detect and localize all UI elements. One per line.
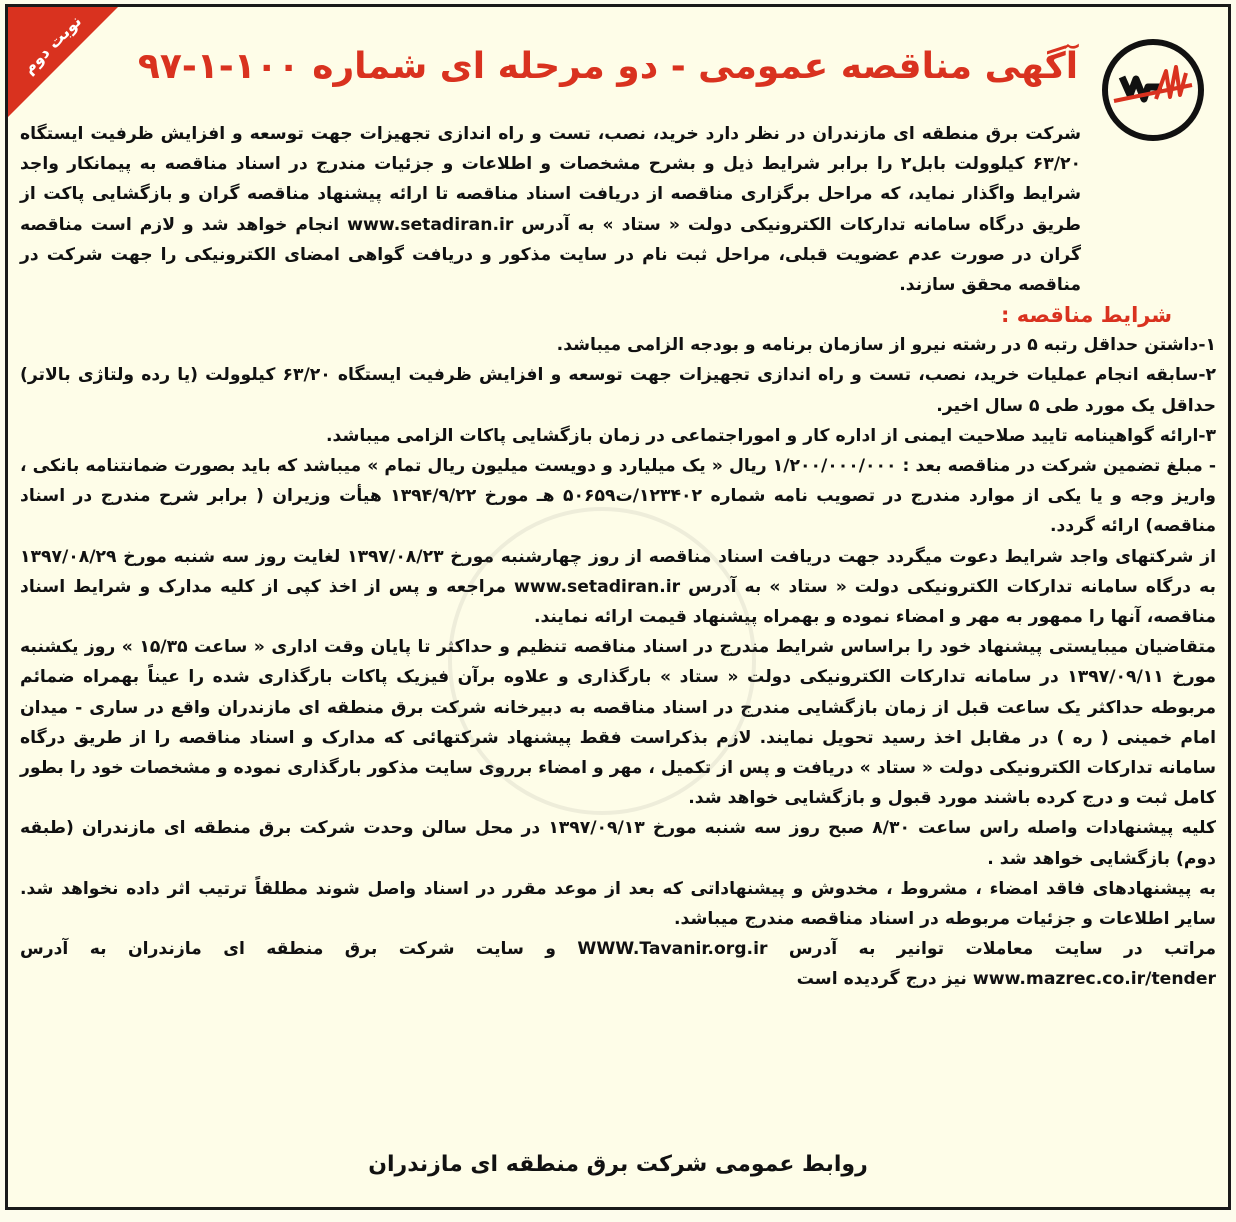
condition-item: ۲-سابقه انجام عملیات خرید، نصب، تست و راه اندازی تجهیزات جهت توسعه و افزایش ظرفیت ایستگاه ۶۳/۲۰ کیلوولت (یا رده ولتاژی بالاتر) حداقل یک مورد طی ۵ سال اخیر. — [20, 365, 1216, 416]
notice-title: آگهی مناقصه عمومی - دو مرحله ای شماره ۱۰۰-۱-۹۷ — [137, 46, 1079, 87]
tavanir-link[interactable]: WWW.Tavanir.org.ir — [577, 939, 768, 960]
conditions-heading: شرایط مناقصه : — [1001, 303, 1172, 328]
publication-after: نیز درج گردیده است — [796, 969, 967, 990]
publication-paragraph — [20, 934, 1216, 994]
publication-before: مراتب در سایت معاملات توانیر به آدرس — [788, 939, 1216, 960]
round-badge: نوبت دوم — [18, 11, 86, 78]
tender-notice — [5, 4, 1231, 1210]
condition-item: ۳-ارائه گواهینامه تایید صلاحیت ایمنی از اداره کار و اموراجتماعی در زمان بازگشایی پاکات الزامی میباشد. — [326, 425, 1216, 446]
corner-ribbon — [8, 7, 118, 117]
notice-body — [20, 119, 1216, 995]
publication-middle: و سایت شرکت برق منطقه ای مازندران به آدرس — [20, 939, 556, 960]
condition-item: ۱-داشتن حداقل رتبه ۵ در رشته نیرو از سازمان برنامه و بودجه الزامی میباشد. — [556, 335, 1216, 356]
invite-paragraph: از شرکتهای واجد شرایط دعوت میگردد جهت دریافت اسناد مناقصه از روز چهارشنبه مورخ ۱۳۹۷/۰۸/۲۳ لغایت روز سه شنبه مورخ ۱۳۹۷/۰۸/۲۹ به درگاه سامانه تدارکات الکترونیکی دولت « ستاد » به آدرس www.setadiran.ir مراجعه و پس از اخذ کپی از کلیه مدارک و شرایط اسناد مناقصه، آنها را ممهور به مهر و امضاء نموده و بهمراه پیشنهاد قیمت ارائه نمایند. — [20, 546, 1217, 628]
invalid-bids-paragraph: به پیشنهادهای فاقد امضاء ، مشروط ، مخدوش و پیشنهاداتی که بعد از موعد مقرر در اسناد واصل شوند مطلقاً ترتیب اثر داده نخواهد شد. سایر اطلاعات و جزئیات مربوطه در اسناد مناقصه مندرج میباشد. — [20, 878, 1216, 930]
guarantee-paragraph: - مبلغ تضمین شرکت در مناقصه بعد : ۱/۲۰۰/۰۰۰/۰۰۰ ریال « یک میلیارد و دویست میلیون ریال تمام » میباشد که باید بصورت ضمانتنامه بانکی ، واریز وجه و یا یکی از موارد مندرج در تصویب نامه شماره ۱۲۳۴۰۲/ت۵۰۶۵۹ هـ مورخ ۱۳۹۴/۹/۲۲ هیأت وزیران ( برابر شرح مندرج در اسناد مناقصه) ارائه گردد. — [20, 456, 1216, 537]
mazrec-link[interactable]: www.mazrec.co.ir/tender — [972, 969, 1216, 990]
opening-paragraph: کلیه پیشنهادات واصله راس ساعت ۸/۳۰ صبح روز سه شنبه مورخ ۱۳۹۷/۰۹/۱۳ در محل سالن وحدت شرکت برق منطقه ای مازندران (طبقه دوم) بازگشایی خواهد شد . — [20, 818, 1216, 869]
signature-line: روابط عمومی شرکت برق منطقه ای مازندران — [368, 1152, 868, 1177]
submission-paragraph: متقاضیان میبایستی پیشنهاد خود را براساس شرایط مندرج در اسناد مناقصه تنظیم و حداکثر تا پایان وقت اداری « ساعت ۱۵/۳۵ » روز یکشنبه مورخ ۱۳۹۷/۰۹/۱۱ در سامانه تدارکات الکترونیکی دولت « ستاد » بارگذاری و علاوه برآن فیزیک پاکات بارگذاری شده را عیناً بهمراه ضمائم مربوطه حداکثر یک ساعت قبل از زمان بازگشایی مندرج در اسناد مناقصه به دبیرخانه شرکت برق منطقه ای مازندران واقع در ساری - میدان امام خمینی ( ره ) در مقابل اخذ رسید تحویل نمایند. لازم بذکراست فقط پیشنهاد شرکتهائی که مدارک و اسناد مناقصه را از طریق درگاه سامانه تدارکات الکترونیکی دولت « ستاد » دریافت و پس از تکمیل ، مهر و امضاء برروی سایت مذکور بارگذاری نموده و مشخصات خود را بطور کامل ثبت و درج کرده باشند مورد قبول و بازگشایی خواهد شد. — [20, 637, 1217, 809]
intro-paragraph: شرکت برق منطقه ای مازندران در نظر دارد خرید، نصب، تست و راه اندازی تجهیزات جهت توسعه و افزایش ظرفیت ایستگاه ۶۳/۲۰ کیلوولت بابل۲ را برابر شرایط ذیل و بشرح مشخصات و اطلاعات و جزئیات مندرج در اسناد مناقصه به پیمانکار واجد شرایط واگذار نماید، که مراحل برگزاری مناقصه از دریافت اسناد مناقصه تا ارائه پیشنهاد مناقصه گران و بازگشایی پاکت از طریق درگاه سامانه تدارکات الکترونیکی دولت « ستاد » به آدرس www.setadiran.ir انجام خواهد شد و لازم است مناقصه گران در صورت عدم عضویت قبلی، مراحل ثبت نام در سایت مذکور و دریافت گواهی امضای الکترونیکی را جهت شرکت در مناقصه محقق سازند. — [20, 124, 1081, 296]
